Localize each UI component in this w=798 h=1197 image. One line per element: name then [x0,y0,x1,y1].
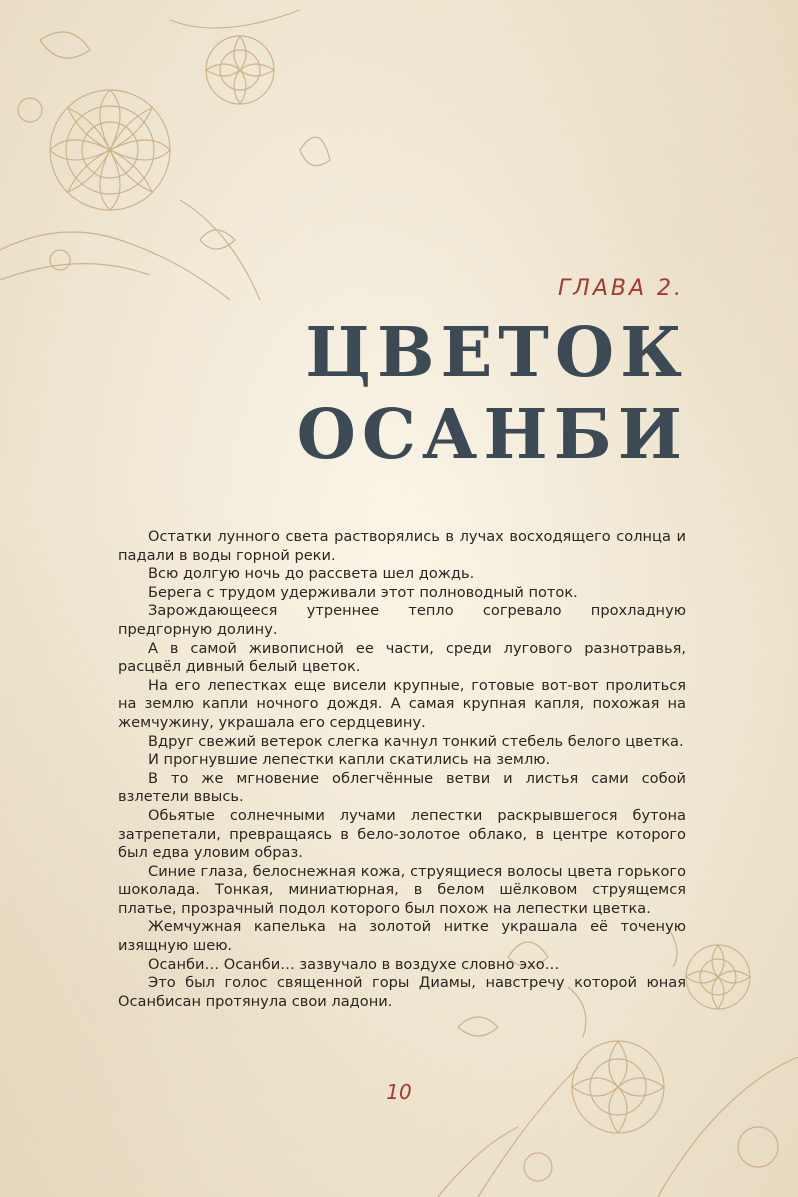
chapter-title-line-2: ОСАНБИ [296,395,688,475]
chapter-title-line-1: ЦВЕТОК [305,313,688,393]
paragraph: Вдруг свежий ветерок слегка качнул тонкий стебель белого цветка. [148,732,684,750]
paragraph: На его лепестках еще висели крупные, готовые вот-вот пролиться на землю капли ночного дождя. А самая крупная капля, похожая на жемчужину, украшала его сердцевину. [118,676,686,731]
floral-ornament-top [0,0,340,310]
paragraph: Всю долгую ночь до рассвета шел дождь. [148,565,475,583]
chapter-label: ГЛАВА 2. [558,276,684,301]
paragraph: Синие глаза, белоснежная кожа, струящиеся волосы цвета горького шоколада. Тонкая, миниатюрная, в белом шёлковом струящемся платье, прозрачный подол которого был похож на лепестки цветка. [118,862,686,917]
paragraph: А в самой живописной ее части, среди лугового разнотравья, расцвёл дивный белый цветок. [118,639,686,676]
paragraph: Осанби… Осанби… зазвучало в воздухе словно эхо… [148,955,560,973]
paragraph: В то же мгновение облегчённые ветви и листья сами собой взлетели ввысь. [118,769,686,806]
paragraph: И прогнувшие лепестки капли скатились на землю. [148,751,551,769]
paragraph: Остатки лунного света растворялись в лучах восходящего солнца и падали в воды горной реки. [118,528,686,564]
page-number: 10 [386,1080,412,1104]
paragraph: Берега с трудом удерживали этот полноводный поток. [148,583,578,601]
paragraph: Обьятые солнечными лучами лепестки раскрывшегося бутона затрепетали, превращаясь в бело-золотое облако, в центре которого был едва уловим образ. [118,806,686,862]
chapter-title [297,312,688,476]
chapter-body-text [118,528,686,1011]
paragraph: Это был голос священной горы Диамы, навстречу которой юная Осанбисан протянула свои ладони. [118,974,686,1010]
paragraph: Жемчужная капелька на золотой нитке украшала её точеную изящную шею. [118,918,686,955]
paragraph: Зарождающееся утреннее тепло согревало прохладную предгорную долину. [118,602,686,638]
